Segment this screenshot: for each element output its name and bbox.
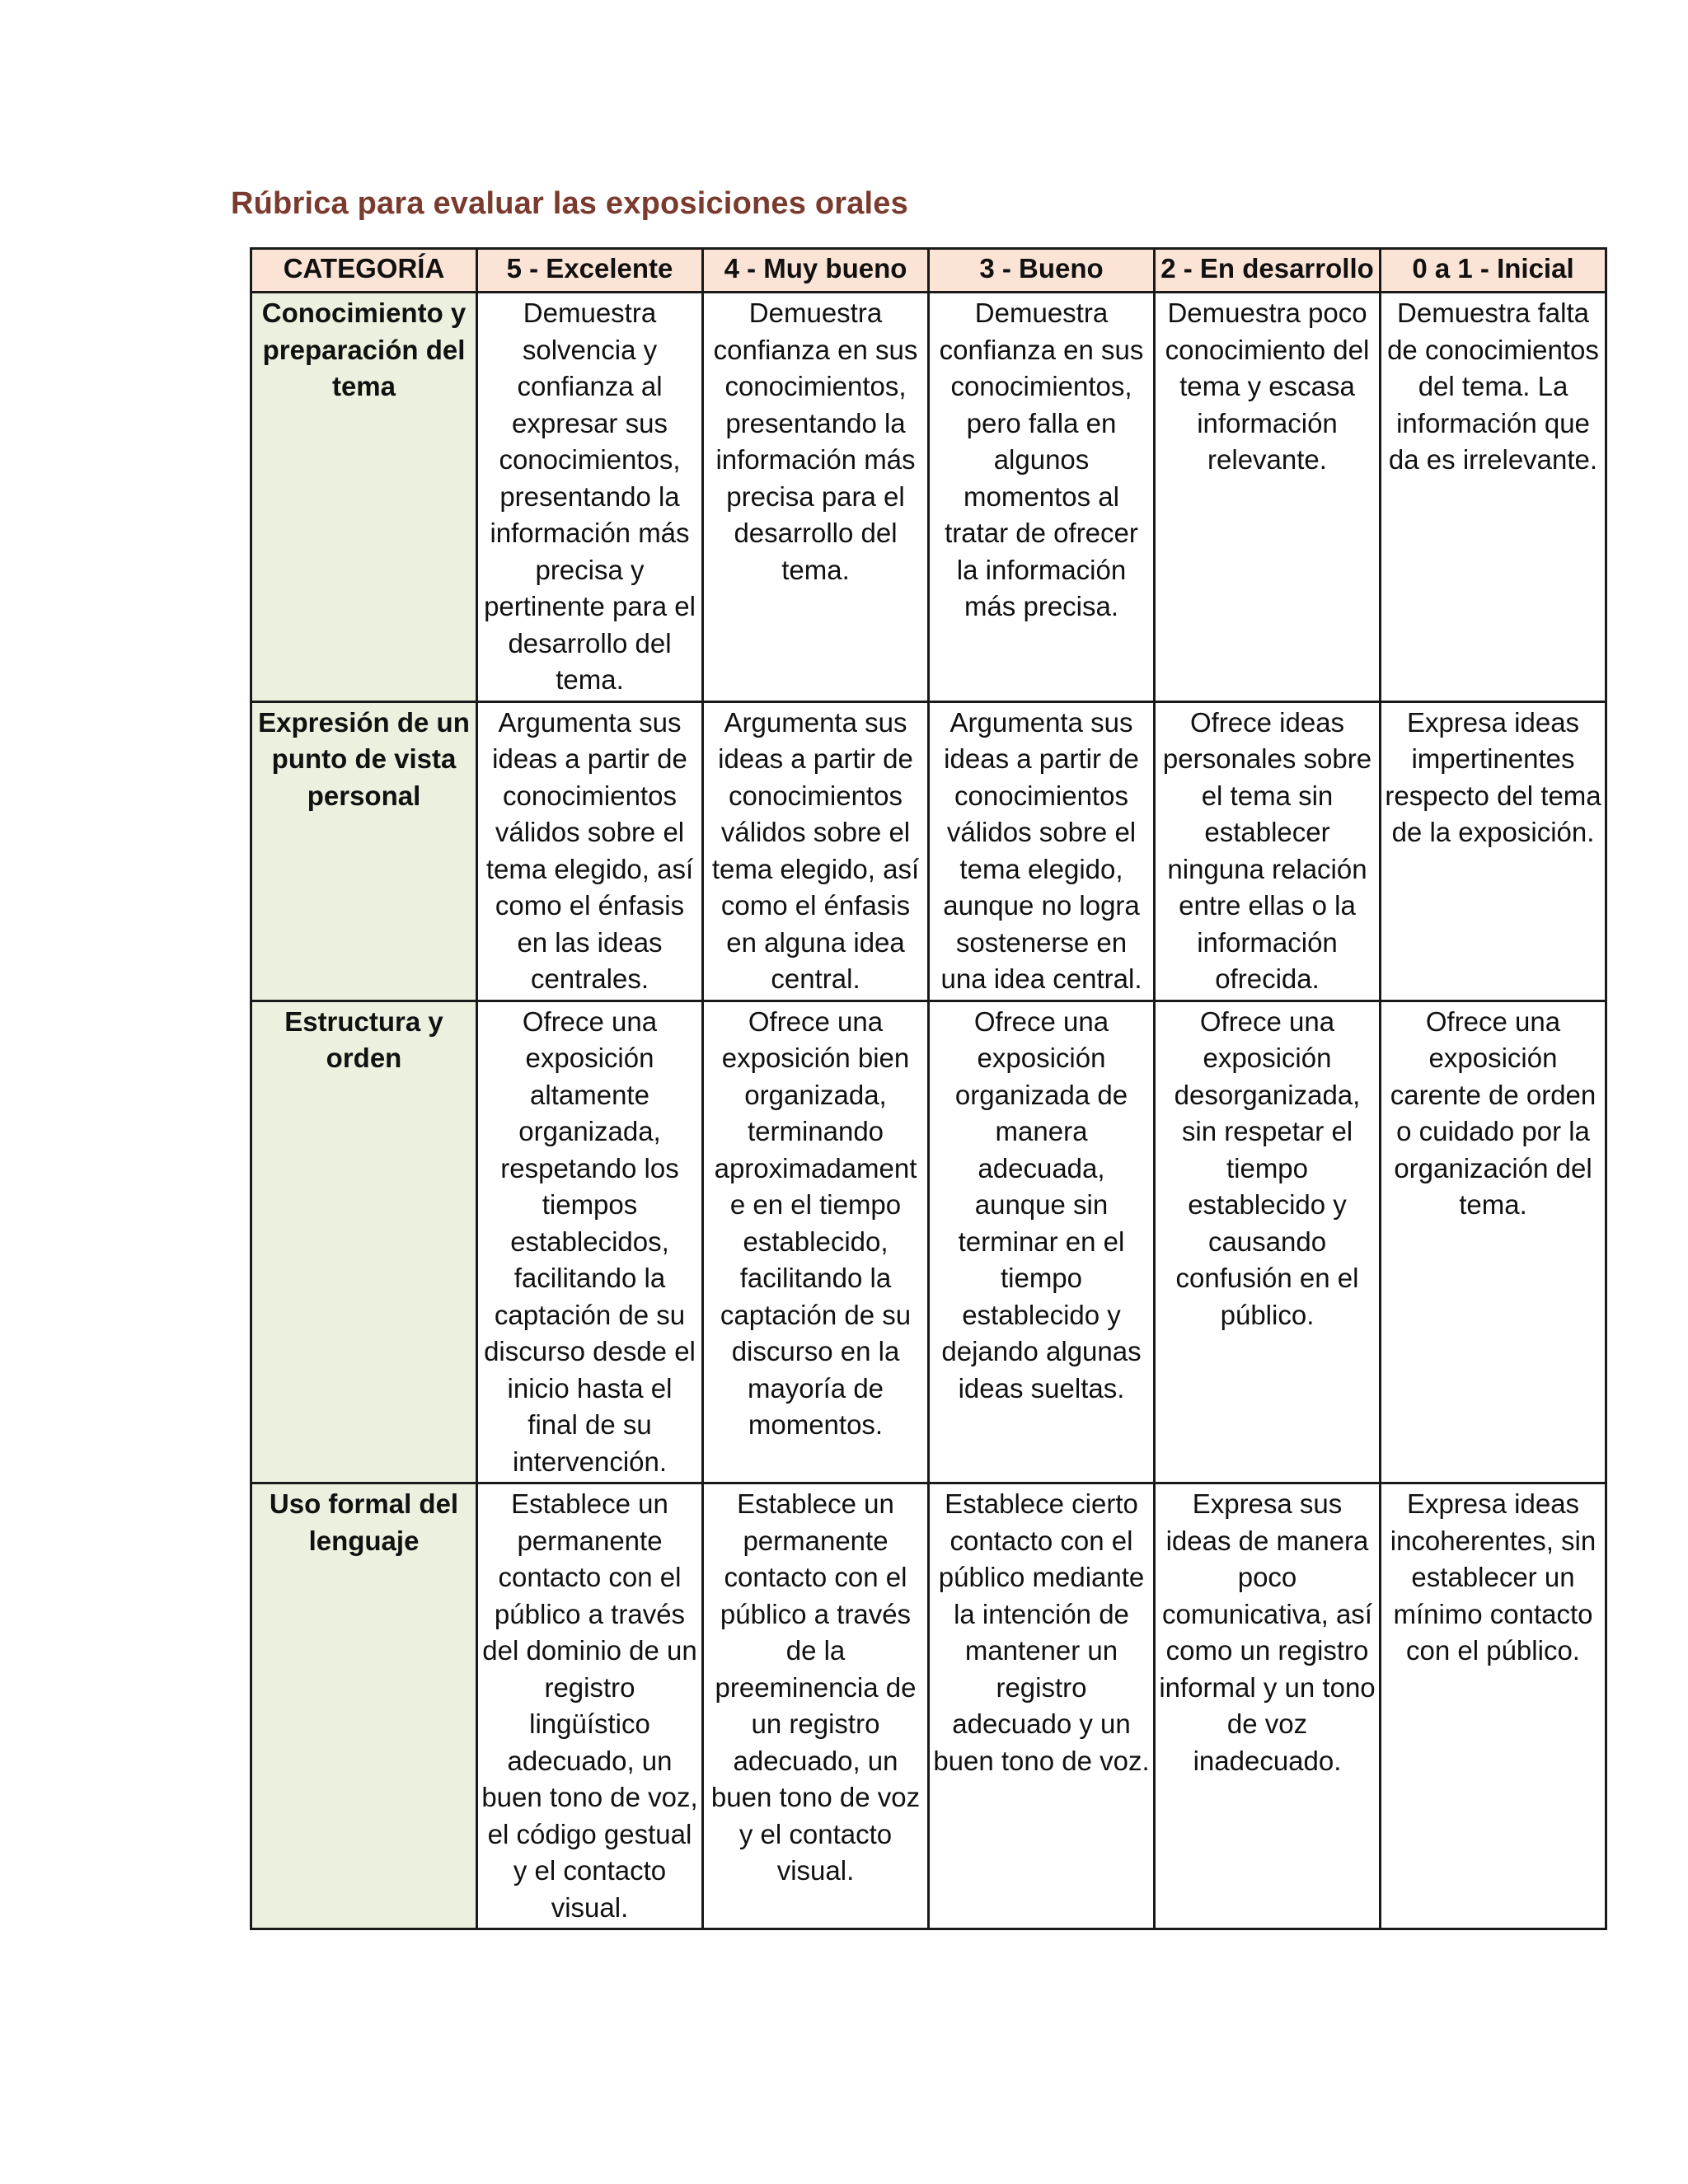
page-title: Rúbrica para evaluar las exposiciones orales xyxy=(231,186,908,221)
rubric-cell: Argumenta sus ideas a partir de conocimientos válidos sobre el tema elegido, así como el énfasis en las ideas centrales. xyxy=(477,701,703,1001)
category-cell: Expresión de un punto de vista personal xyxy=(251,701,477,1001)
header-category: CATEGORÍA xyxy=(251,249,477,293)
rubric-cell: Expresa ideas incoherentes, sin establecer un mínimo contacto con el público. xyxy=(1381,1483,1606,1929)
table-row xyxy=(251,1001,1606,1483)
rubric-cell: Ofrece una exposición altamente organizada, respetando los tiempos establecidos, facilitando la captación de su discurso desde el inicio hasta el final de su intervención. xyxy=(477,1001,703,1483)
rubric-cell: Ofrece una exposición desorganizada, sin respetar el tiempo establecido y causando confusión en el público. xyxy=(1155,1001,1381,1483)
header-bueno: 3 - Bueno xyxy=(929,249,1155,293)
rubric-cell: Demuestra solvencia y confianza al expresar sus conocimientos, presentando la información más precisa y pertinente para el desarrollo del tema. xyxy=(477,293,703,702)
rubric-table xyxy=(250,247,1607,1930)
header-en-desarrollo: 2 - En desarrollo xyxy=(1155,249,1381,293)
header-row xyxy=(251,249,1606,293)
rubric-cell: Demuestra poco conocimiento del tema y escasa información relevante. xyxy=(1155,293,1381,702)
category-cell: Conocimiento y preparación del tema xyxy=(251,293,477,702)
rubric-cell: Demuestra confianza en sus conocimientos, presentando la información más precisa para el desarrollo del tema. xyxy=(703,293,929,702)
rubric-cell: Demuestra confianza en sus conocimientos, pero falla en algunos momentos al tratar de ofrecer la información más precisa. xyxy=(929,293,1155,702)
rubric-cell: Establece un permanente contacto con el público a través de la preeminencia de un registro adecuado, un buen tono de voz y el contacto visual. xyxy=(703,1483,929,1929)
rubric-cell: Argumenta sus ideas a partir de conocimientos válidos sobre el tema elegido, así como el énfasis en alguna idea central. xyxy=(703,701,929,1001)
rubric-cell: Expresa sus ideas de manera poco comunicativa, así como un registro informal y un tono de voz inadecuado. xyxy=(1155,1483,1381,1929)
header-muy-bueno: 4 - Muy bueno xyxy=(703,249,929,293)
rubric-cell: Ofrece una exposición carente de orden o cuidado por la organización del tema. xyxy=(1381,1001,1606,1483)
category-cell: Estructura y orden xyxy=(251,1001,477,1483)
category-cell: Uso formal del lenguaje xyxy=(251,1483,477,1929)
rubric-cell: Argumenta sus ideas a partir de conocimientos válidos sobre el tema elegido, aunque no logra sostenerse en una idea central. xyxy=(929,701,1155,1001)
header-inicial: 0 a 1 - Inicial xyxy=(1381,249,1606,293)
rubric-cell: Ofrece ideas personales sobre el tema sin establecer ninguna relación entre ellas o la información ofrecida. xyxy=(1155,701,1381,1001)
rubric-cell: Establece cierto contacto con el público mediante la intención de mantener un registro adecuado y un buen tono de voz. xyxy=(929,1483,1155,1929)
rubric-cell: Ofrece una exposición organizada de manera adecuada, aunque sin terminar en el tiempo establecido y dejando algunas ideas sueltas. xyxy=(929,1001,1155,1483)
table-row xyxy=(251,293,1606,702)
rubric-cell: Demuestra falta de conocimientos del tema. La información que da es irrelevante. xyxy=(1381,293,1606,702)
header-excelente: 5 - Excelente xyxy=(477,249,703,293)
rubric-cell: Ofrece una exposición bien organizada, terminando aproximadamente en el tiempo establecido, facilitando la captación de su discurso en la mayoría de momentos. xyxy=(703,1001,929,1483)
table-row xyxy=(251,701,1606,1001)
table-row xyxy=(251,1483,1606,1929)
rubric-cell: Expresa ideas impertinentes respecto del tema de la exposición. xyxy=(1381,701,1606,1001)
rubric-cell: Establece un permanente contacto con el público a través del dominio de un registro lingüístico adecuado, un buen tono de voz, el código gestual y el contacto visual. xyxy=(477,1483,703,1929)
